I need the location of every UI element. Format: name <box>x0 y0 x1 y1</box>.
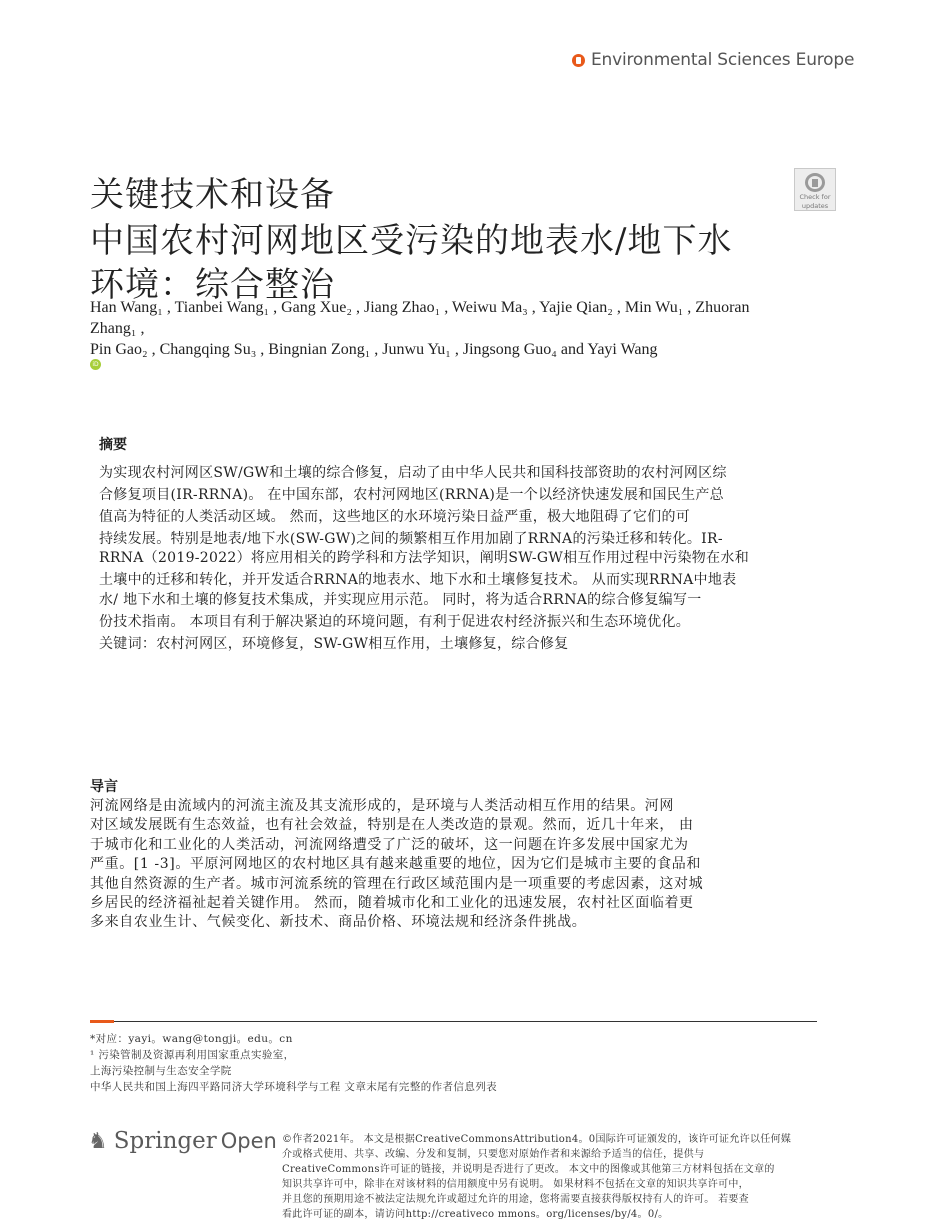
abstract-line: 水/ 地下水和土壤的修复技术集成，并实现应用示范。 同时，将为适合RRNA的综合修复编写一 <box>99 592 702 608</box>
license-line: 并且您的预期用途不被法定法规允许或超过允许的用途，您将需要直接获得版权持有人的许可。 若要查 <box>282 1194 749 1205</box>
abstract-line: 持续发展。特别是地表/地下水(SW-GW)之间的频繁相互作用加剧了RRNA的污染迁移和转化。IR- <box>99 531 723 547</box>
orcid-icon[interactable]: iD <box>90 359 101 370</box>
check-updates-label-2: updates <box>801 202 829 210</box>
authors-line-1: Han Wang₁ , Tianbei Wang₁ , Gang Xue₂ , Jiang Zhao₁ , Weiwu Ma₃ , Yajie Qian₂ , Min Wu₁ , Zhuoran <box>90 299 750 316</box>
abstract-heading: 摘要 <box>99 437 127 453</box>
footnote-line: 上海污染控制与生态安全学院 <box>90 1065 232 1077</box>
footnote-accent-bar <box>90 1020 114 1023</box>
intro-line: 对区域发展既有生态效益，也有社会效益，特别是在人类改造的景观。然而，近几十年来， 由 <box>90 817 694 833</box>
abstract-line: 值高为特征的人类活动区域。 然而，这些地区的水环境污染日益严重，极大地阻碍了它们的可 <box>99 509 691 525</box>
journal-name: Environmental Sciences Europe <box>591 50 855 70</box>
abstract-line: 份技术指南。 本项目有利于解决紧迫的环境问题，有利于促进农村经济振兴和生态环境优化。 <box>99 614 691 630</box>
publisher-suffix: Open <box>220 1129 277 1153</box>
abstract-line: RRNA（2019-2022）将应用相关的跨学科和方法学知识，阐明SW-GW相互作用过程中污染物在水和 <box>99 550 749 566</box>
license-line: 知识共享许可中，除非在对该材料的信用额度中另有说明。 如果材料不包括在文章的知识共享许可中， <box>282 1179 749 1190</box>
intro-line: 严重。[1 -3]。平原河网地区的农村地区具有越来越重要的地位，因为它们是城市主要的食品和 <box>90 856 701 872</box>
check-updates-icon <box>805 173 825 192</box>
check-updates-label-1: Check for <box>799 193 831 201</box>
introduction-heading: 导言 <box>90 779 118 795</box>
authors-line-3: Pin Gao₂ , Changqing Su₃ , Bingnian Zong₁ , Junwu Yu₁ , Jingsong Guo₄ and Yayi Wang <box>90 341 658 358</box>
abstract-line: 土壤中的迁移和转化，并开发适合RRNA的地表水、地下水和土壤修复技术。 从而实现RRNA中地表 <box>99 572 737 588</box>
abstract-line: 合修复项目(IR-RRNA)。 在中国东部，农村河网地区(RRNA)是一个以经济快速发展和国民生产总 <box>99 487 724 503</box>
footnote-line: 中华人民共和国上海四平路同济大学环境科学与工程 文章末尾有完整的作者信息列表 <box>90 1081 498 1093</box>
intro-line: 其他自然资源的生产者。城市河流系统的管理在行政区域范围内是一项重要的考虑因素，这对城 <box>90 876 704 892</box>
intro-line: 多来自农业生计、气候变化、新技术、商品价格、环境法规和经济条件挑战。 <box>90 914 587 930</box>
footnote-divider <box>90 1021 817 1022</box>
journal-logo[interactable] <box>572 50 854 70</box>
authors-line-2: Zhang₁ , <box>90 320 145 337</box>
abstract-line: 为实现农村河网区SW/GW和土壤的综合修复，启动了由中华人民共和国科技部资助的农村河网区综 <box>99 465 727 481</box>
journal-logo-icon <box>572 54 585 67</box>
publisher-brand: Springer <box>113 1128 217 1154</box>
title-line-1: 关键技术和设备 <box>90 175 335 215</box>
license-link-line[interactable]: 看此许可证的副本，请访问http://creativeco mmons。org/licenses/by/4。0/。 <box>282 1209 669 1220</box>
keywords-line: 关键词：农村河网区，环境修复，SW-GW相互作用，土壤修复，综合修复 <box>99 636 569 652</box>
license-line: 介或格式使用、共享、改编、分发和复制，只要您对原始作者和来源给予适当的信任，提供与 <box>282 1149 705 1160</box>
springer-horse-icon: ♞ <box>88 1128 108 1154</box>
intro-line: 乡居民的经济福祉起着关键作用。 然而，随着城市化和工业化的迅速发展，农村社区面临着更 <box>90 895 694 911</box>
intro-line: 河流网络是由流域内的河流主流及其支流形成的，是环境与人类活动相互作用的结果。河网 <box>90 798 674 814</box>
title-line-3: 环境：综合整治 <box>90 265 335 305</box>
license-line: ©作者2021年。 本文是根据CreativeCommonsAttribution4。0国际许可证颁发的，该许可证允许以任何媒 <box>282 1134 792 1145</box>
footnote-line: ¹ 污染管制及资源再利用国家重点实验室， <box>90 1049 295 1061</box>
check-for-updates-button[interactable] <box>794 168 836 211</box>
springer-open-logo[interactable] <box>88 1128 277 1154</box>
intro-line: 于城市化和工业化的人类活动，河流网络遭受了广泛的破坏，这一问题在许多发展中国家尤为 <box>90 837 689 853</box>
license-line: CreativeCommons许可证的链接，并说明是否进行了更改。 本文中的图像或其他第三方材料包括在文章的 <box>282 1164 775 1175</box>
footnote-correspondence: *对应：yayi。wang@tongji。edu。cn <box>90 1033 293 1045</box>
title-line-2: 中国农村河网地区受污染的地表水/地下水 <box>90 221 733 261</box>
